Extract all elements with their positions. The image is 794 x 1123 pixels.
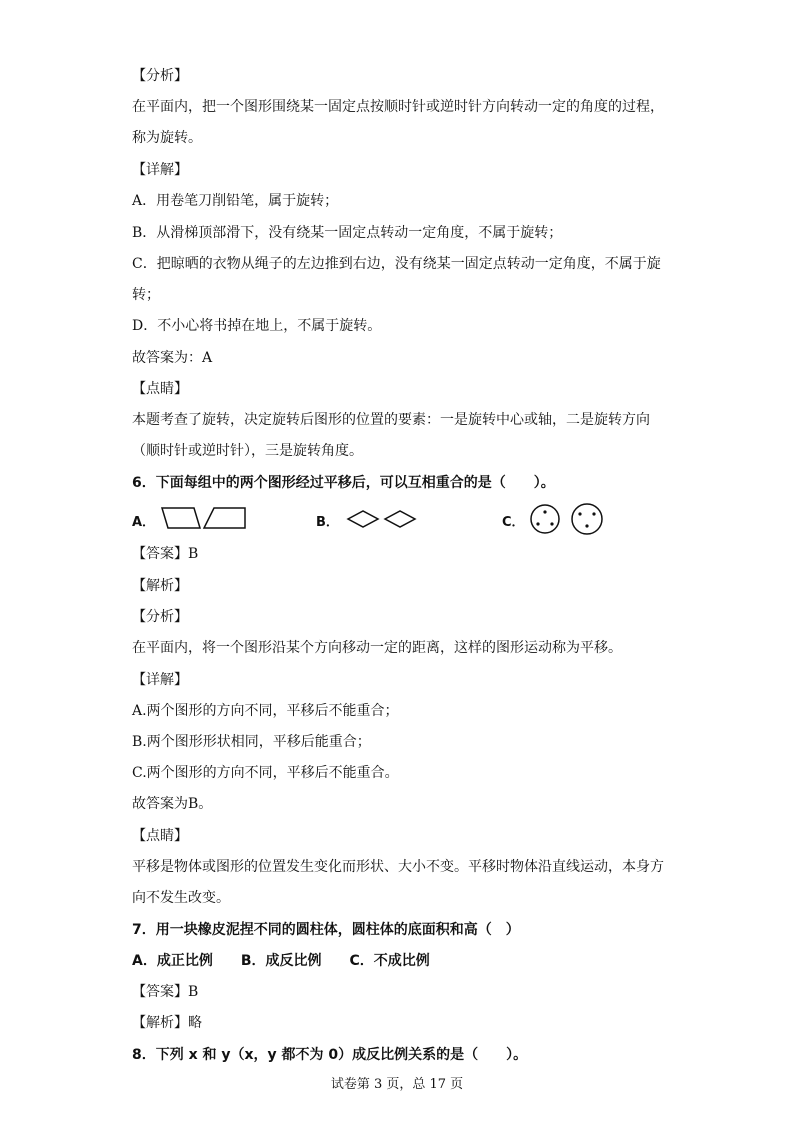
section-header-detail: 【详解】	[132, 162, 188, 178]
q6-comment-line2: 向不发生改变。	[132, 890, 230, 906]
q6-option-c-figure	[527, 503, 609, 535]
q6-section-header-detail: 【详解】	[132, 672, 188, 688]
q6-option-b-label: B．	[316, 515, 339, 530]
detail-c-line2: 转；	[132, 287, 160, 303]
page-footer: 试卷第 3 页，总 17 页	[330, 1077, 464, 1092]
q6-section-header-analysis: 【分析】	[132, 609, 188, 625]
comment-line2: （顺时针或逆时针），三是旋转角度。	[132, 443, 363, 459]
q6-conclusion: 故答案为B。	[132, 796, 213, 812]
question-8-title: 8．下列 x 和 y（x，y 都不为 0）成反比例关系的是（ ）。	[132, 1047, 528, 1063]
question-6-title: 6．下面每组中的两个图形经过平移后，可以互相重合的是（ ）。	[132, 475, 555, 491]
q6-detail-a: A.两个图形的方向不同，平移后不能重合；	[132, 703, 399, 719]
detail-c-line1: C．把晾晒的衣物从绳子的左边推到右边，没有绕某一固定点转动一定角度，不属于旋	[132, 256, 661, 272]
detail-b: B．从滑梯顶部滑下，没有绕某一固定点转动一定角度，不属于旋转；	[132, 225, 563, 241]
question-7-title: 7．用一块橡皮泥捏不同的圆柱体，圆柱体的底面积和高（ ）	[132, 922, 520, 938]
section-header-analysis: 【分析】	[132, 68, 188, 84]
q6-option-a-figure	[160, 505, 250, 531]
q6-option-a-label: A．	[132, 515, 156, 530]
q6-comment-line1: 平移是物体或图形的位置发生变化而形状、大小不变。平移时物体沿直线运动，本身方	[132, 859, 664, 875]
analysis-text-line2: 称为旋转。	[132, 130, 202, 146]
section-header-comment: 【点睛】	[132, 381, 188, 397]
comment-line1: 本题考查了旋转，决定旋转后图形的位置的要素：一是旋转中心或轴，二是旋转方向	[132, 412, 650, 428]
detail-a: A．用卷笔刀削铅笔，属于旋转；	[132, 193, 339, 209]
q6-option-b-figure	[345, 507, 419, 531]
q6-option-c-label: C．	[502, 515, 525, 530]
q7-answer: 【答案】B	[132, 984, 199, 1000]
q6-detail-b: B.两个图形形状相同，平移后能重合；	[132, 734, 371, 750]
analysis-text-line1: 在平面内，把一个图形围绕某一固定点按顺时针或逆时针方向转动一定的角度的过程，	[132, 99, 664, 115]
answer-conclusion: 故答案为：A	[132, 350, 213, 366]
q6-detail-c: C.两个图形的方向不同，平移后不能重合。	[132, 765, 399, 781]
question-7-options: A．成正比例 B．成反比例 C．不成比例	[132, 953, 430, 969]
q6-section-header-comment: 【点睛】	[132, 828, 188, 844]
q6-section-header-explanation: 【解析】	[132, 578, 188, 594]
q6-answer: 【答案】B	[132, 546, 199, 562]
q6-analysis-text: 在平面内，将一个图形沿某个方向移动一定的距离，这样的图形运动称为平移。	[132, 640, 622, 656]
q7-explanation: 【解析】略	[132, 1015, 202, 1031]
detail-d: D．不小心将书掉在地上，不属于旋转。	[132, 318, 382, 334]
